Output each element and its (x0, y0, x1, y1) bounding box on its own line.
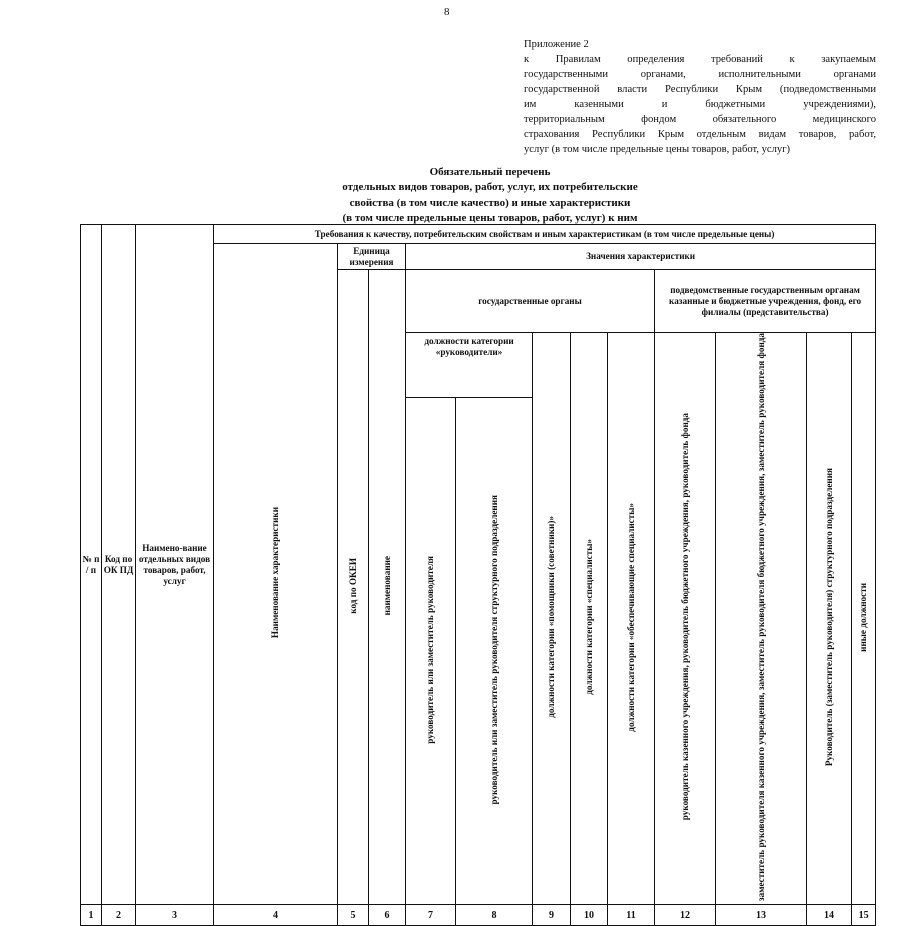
col-number: 3 (136, 905, 214, 926)
header-c13: заместитель руководителя казенного учреждения, заместитель руководителя бюджетного учреждения, заместитель руководителя фонда (716, 333, 807, 905)
appendix-line: государственными органами, исполнительными органами (524, 69, 876, 80)
col-number: 14 (807, 905, 852, 926)
col-number: 7 (406, 905, 456, 926)
heading-line: свойства (в том числе качество) и иные характеристики (349, 196, 631, 209)
heading-line: (в том числе предельные цены товаров, работ, услуг) к ним (342, 211, 638, 224)
document-heading (280, 165, 700, 226)
header-subordinate: подведомственные государственным органам казанные и бюджетные учреждения, фонд, его филиалы (представительства) (655, 270, 876, 333)
header-char-name: Наименование характеристики (214, 244, 338, 905)
heading-line: отдельных видов товаров, работ, услуг, их потребительские (342, 181, 638, 194)
heading-line: Обязательный перечень (429, 166, 551, 178)
appendix-line: территориальным фондом обязательного медицинского (524, 114, 876, 125)
appendix-line: страхования Республики Крым отдельным видам товаров, работ, (524, 129, 876, 140)
header-c7: руководитель или заместитель руководителя (406, 397, 456, 904)
header-values: Значения характеристики (406, 244, 876, 270)
col-number: 8 (456, 905, 533, 926)
appendix-title: Приложение 2 (524, 39, 589, 50)
col-number: 1 (81, 905, 102, 926)
header-num: № п / п (81, 225, 102, 905)
header-gov-bodies: государственные органы (406, 270, 655, 333)
header-leaders-category: должности категории «руководители» (406, 333, 533, 398)
header-c8: руководитель или заместитель руководителя структурного подразделения (456, 397, 533, 904)
header-okpd: Код по ОК ПД (102, 225, 136, 905)
appendix-line: к Правилам определения требований к закупаемым (524, 54, 876, 65)
requirements-table (80, 224, 876, 926)
col-number: 9 (533, 905, 571, 926)
appendix-block (524, 37, 876, 157)
col-number: 4 (214, 905, 338, 926)
header-c9: должности категории «помощники (советники)» (533, 333, 571, 905)
col-number: 2 (102, 905, 136, 926)
header-c12: руководитель казенного учреждения, руководитель бюджетного учреждения, руководитель фонда (655, 333, 716, 905)
col-number: 6 (369, 905, 406, 926)
col-number: 11 (608, 905, 655, 926)
col-number: 13 (716, 905, 807, 926)
header-requirements: Требования к качеству, потребительским свойствам и иным характеристикам (в том числе предельные цены) (214, 225, 876, 244)
header-c11: должности категории «обеспечивающие специалисты» (608, 333, 655, 905)
header-c14: Руководитель (заместитель руководителя) структурного подразделения (807, 333, 852, 905)
col-number: 5 (338, 905, 369, 926)
col-number: 10 (571, 905, 608, 926)
header-unit-code: код по ОКЕИ (338, 270, 369, 905)
page-number: 8 (444, 6, 450, 18)
col-number: 12 (655, 905, 716, 926)
appendix-line: им казенными и бюджетными учреждениями), (524, 99, 876, 110)
header-item-name: Наимено-вание отдельных видов товаров, работ, услуг (136, 225, 214, 905)
header-c10: должности категории «специалисты» (571, 333, 608, 905)
appendix-line: государственной власти Республики Крым (подведомственными (524, 84, 876, 95)
header-c15: иные должности (852, 333, 876, 905)
header-unit: Единица измерения (338, 244, 406, 270)
appendix-line: услуг (в том числе предельные цены товаров, работ, услуг) (524, 144, 791, 155)
header-unit-name: наименование (369, 270, 406, 905)
col-number: 15 (852, 905, 876, 926)
